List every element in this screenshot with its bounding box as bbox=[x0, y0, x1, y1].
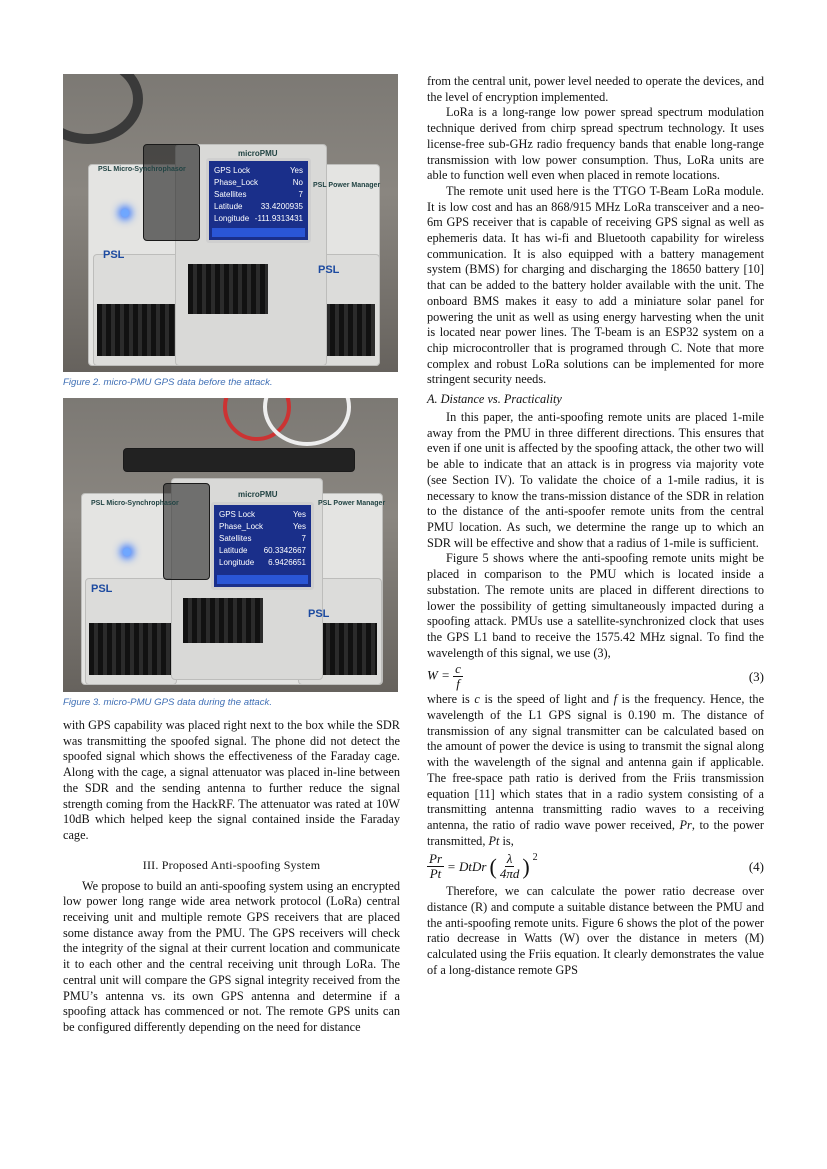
status-led bbox=[123, 548, 131, 556]
brand-logo-right: PSL bbox=[318, 264, 340, 276]
section-heading: III. Proposed Anti-spoofing System bbox=[142, 857, 321, 872]
left-column bbox=[63, 74, 400, 1036]
module-left-label: PSL Micro-Synchrophasor bbox=[98, 166, 186, 173]
gps-screen: GPS Lock Yes Phase_Lock No Satellites 7 Latitude 33.4200935 Longitude -111.9313431 bbox=[206, 158, 311, 243]
paragraph: where is c is the speed of light and f is the frequency. Hence, the wavelength of the L1 GPS signal is 0.190 m. The distance of transmission of any signal transmitter can be calculated based on the amount of power the device is using to transmit the signal along with the wavelength of the signal and antenna gain if applicable. The free-space path ratio is derived from the Friis transmission equation [11] which states that in a radio system consisting of a transmitting antenna transmitting radio waves to a receiving antenna, the ratio of radio wave power received, Pr, to the power transmitted, Pt is, bbox=[427, 692, 765, 848]
paragraph: The remote unit used here is the TTGO T-Beam LoRa module. It is low cost and has an 868/915 MHz LoRa transceiver and a neo-6m GPS receiver that is capable of receiving GPS signal as well as ephemeris data. It has wi-fi and Bluetooth capability for wireless communication. It is also equipped with a battery management system (BMS) for charging and discharging the 18650 battery [10] that can be added to the battery holder available with the unit. The onboard BMS makes it easy to add a miniature solar panel for powering the unit as well as using energy harvesting when the unit is located near power lines. The T-beam is an ESP32 system on a chip microcontroller that is programed through C. Note that more complex and robust LoRa solutions can be implemented for more stringent security needs. bbox=[427, 183, 764, 387]
paragraph: LoRa is a long-range low power spread spectrum modulation technique derived from chirp spread spectrum technology. It uses license-free sub-GHz radio frequency bands that enable long-range transmission with low power consumption. Thus, LoRa units are able to function well even when placed in remote locations. bbox=[427, 105, 764, 183]
module-right-label: PSL Power Manager bbox=[318, 500, 386, 507]
module-left-label: PSL Micro-Synchrophasor bbox=[91, 500, 179, 507]
paragraph: Therefore, we can calculate the power ratio decrease over distance (R) and compute a suitable distance between the PMU and the anti-spoofing remote units. Figure 6 shows the plot of the power ratio decrease in Watts (W) over the distance in meters (M) calculated using the Friis equation. It clearly demonstrates the value of a long-distance remote GPS bbox=[427, 884, 764, 977]
paragraph: Figure 5 shows where the anti-spoofing remote units might be placed in comparison to the PMU which is located inside a substation. The remote units are placed in different directions to lower the possibility of getting simultaneously impacted during a spoofing attack. PMUs use a satellite-synchronized clock that uses the GPS L1 band to receive the 1575.42 MHz signal. To find the wavelength of this signal, we use (3), bbox=[427, 551, 764, 660]
gps-screen: GPS Lock Yes Phase_Lock Yes Satellites 7 Latitude 60.3342667 Longitude 6.9426651 bbox=[211, 502, 314, 590]
paragraph: from the central unit, power level needed to operate the devices, and the level of encryption implemented. bbox=[427, 74, 764, 104]
brand-logo-left: PSL bbox=[91, 583, 113, 595]
paragraph: We propose to build an anti-spoofing system using an encrypted low power long range wide area network protocol (LoRa) central receiving unit and multiple remote GPS receivers that are placed some distance away from the PMU. The GPS receivers will check the integrity of the signal at their current location and communicate it to each other and the central receiving unit through LoRa. The central unit will compare the GPS signal integrity received from the PMU’s antenna vs. its own GPS antenna and determine if a spoofing attack has commenced or not. The remote GPS units can be configured differently depending on the need for distance bbox=[63, 878, 400, 1034]
right-column bbox=[427, 74, 764, 979]
module-right-label: PSL Power Manager bbox=[313, 182, 381, 189]
status-led bbox=[121, 209, 129, 217]
figure-3-caption: Figure 3. micro-PMU GPS data during the attack. bbox=[63, 697, 273, 708]
figure-2-photo bbox=[63, 74, 398, 372]
equation-number: (3) bbox=[748, 668, 764, 684]
equation-4: $\frac{Pr}{Pt}$ = DtDr ( $\frac{\lambda}{4\pi d}$ ) $^2$ (4) bbox=[429, 851, 764, 882]
equation-number: (4) bbox=[748, 858, 764, 874]
brand-logo-left: PSL bbox=[103, 249, 125, 261]
figure-2-caption: Figure 2. micro-PMU GPS data before the attack. bbox=[63, 377, 273, 388]
paragraph: In this paper, the anti-spoofing remote units are placed 1-mile away from the PMU in three different directions. This ensures that even if one unit is affected by the spoofing attack, the other two will be able to indicate that an attack is in progress via majority vote (see Section IV). To validate the choice of a 1-mile radius, it is necessary to know the trans-mission distance of the SDR in relation to the distance of the anti-spoofer remote units from the central PMU location. As such, we determine the range up to which an SDR will be effective and show that a radius of 1-mile is sufficient. bbox=[427, 410, 764, 550]
equation-3: W = $\frac{c}{f}$ (3) bbox=[427, 661, 764, 692]
subsection-heading: A. Distance vs. Practicality bbox=[427, 392, 562, 407]
device-title: microPMU bbox=[238, 490, 278, 499]
paragraph: with GPS capability was placed right next to the box while the SDR was transmitting the spoofed signal. The phone did not detect the spoofed signal which shows the effectiveness of the Faraday cage. Along with the cage, a signal attenuator was placed in-line between the SDR and the sending antenna to further reduce the signal strength coming from the HackRF. The attenuator was rated at 10W 10dB which helped keep the signal contained inside the Faraday cage. bbox=[63, 718, 400, 842]
brand-logo-right: PSL bbox=[308, 608, 330, 620]
figure-3-photo bbox=[63, 398, 398, 692]
device-title: microPMU bbox=[238, 149, 278, 158]
